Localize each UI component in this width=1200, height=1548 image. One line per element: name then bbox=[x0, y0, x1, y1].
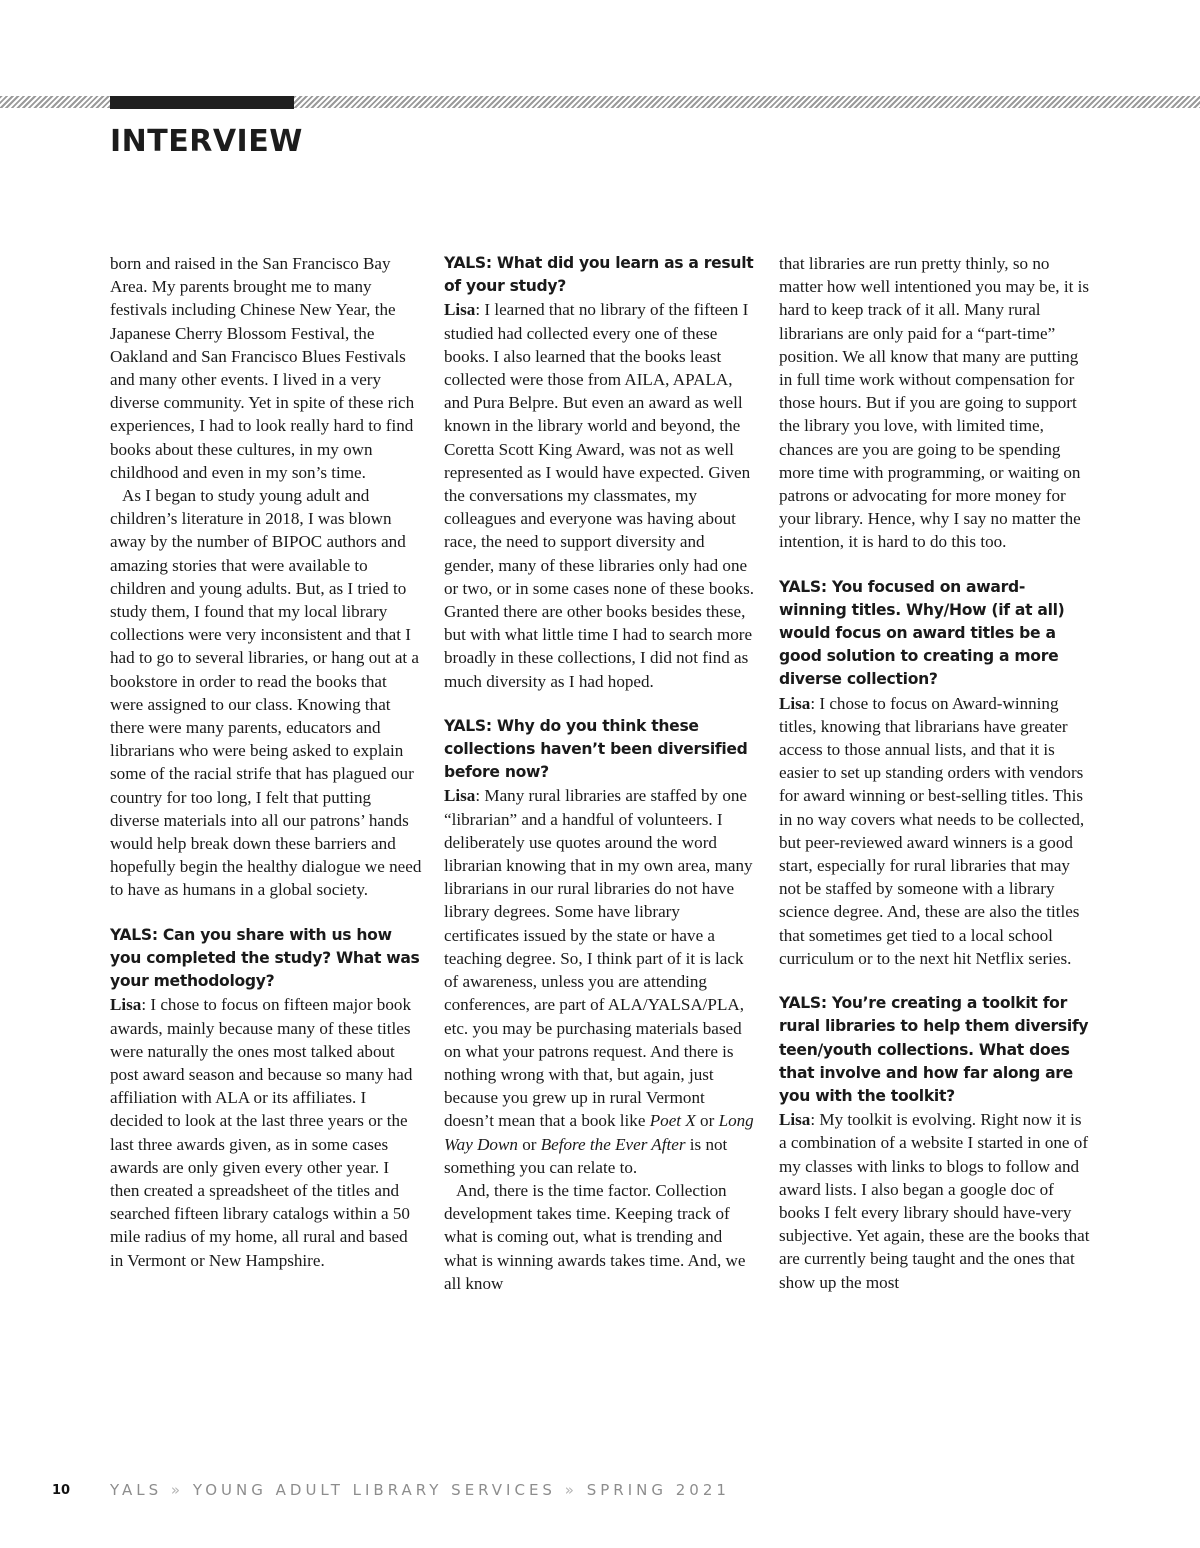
header-accent-bar bbox=[110, 96, 294, 109]
answer-text: : I chose to focus on fifteen major book awards, mainly because many of these titles were naturally the ones most talked about post award season and because so many had affiliation with ALA or its affiliates. I decided to look at the last three years or the last three awards given, as in some cases awards are only given every other year. I then created a spreadsheet of the titles and searched fifteen library catalogs within a 50 mile radius of my home, all rural and based in Vermont or New Hampshire. bbox=[110, 995, 413, 1270]
running-footer bbox=[110, 1481, 730, 1499]
section-title: INTERVIEW bbox=[110, 124, 303, 159]
footer-issue: SPRING 2021 bbox=[586, 1481, 730, 1499]
page-number: 10 bbox=[52, 1483, 71, 1498]
column-1 bbox=[110, 252, 422, 1272]
interview-question: YALS: Why do you think these collections haven’t been diversified before now? bbox=[444, 716, 748, 782]
interview-answer bbox=[779, 1108, 1091, 1294]
interview-answer bbox=[444, 298, 756, 692]
answer-text: : My toolkit is evolving. Right now it is a combination of a website I started in one of my classes with links to blogs to follow and award lists. I also began a google doc of books I felt every library should have-very subjective. Yet again, these are the books that are currently being taught and the ones that show up the most bbox=[779, 1110, 1090, 1292]
body-paragraph: As I began to study young adult and children’s literature in 2018, I was blown away by the number of BIPOC authors and amazing stories that were available to children and young adults. But, as I tried to study them, I found that my local library collections were very inconsistent and that I had to go to several libraries, or hang out at a bookstore in order to read the books that were assigned to our class. Knowing that there were many parents, educators and librarians who were being asked to explain some of the racial strife that has plagued our country for too long, I felt that putting diverse materials into all our patrons’ hands would help break down these barriers and hopefully begin the healthy dialogue we need to have as humans in a global society. bbox=[110, 486, 422, 900]
interview-question: YALS: You focused on award-winning titles. Why/How (if at all) would focus on award titles be a good solution to creating a more diverse collection? bbox=[779, 577, 1065, 689]
interview-question: YALS: What did you learn as a result of your study? bbox=[444, 254, 754, 296]
footer-journal: YOUNG ADULT LIBRARY SERVICES bbox=[192, 1481, 556, 1499]
footer-publication: YALS bbox=[110, 1481, 163, 1499]
interview-question: YALS: Can you share with us how you completed the study? What was your methodology? bbox=[110, 925, 420, 991]
column-2 bbox=[444, 252, 756, 1295]
speaker-name: Lisa bbox=[444, 786, 476, 806]
book-title: Before the Ever After bbox=[540, 1134, 686, 1154]
book-title: Poet X bbox=[649, 1111, 696, 1131]
speaker-name: Lisa bbox=[779, 1110, 811, 1130]
footer-separator: » bbox=[564, 1481, 578, 1499]
column-3 bbox=[779, 252, 1091, 1294]
speaker-name: Lisa bbox=[779, 693, 811, 713]
answer-text: is not something you can relate to. bbox=[444, 1134, 728, 1177]
interview-question: YALS: You’re creating a toolkit for rural libraries to help them diversify teen/youth collections. What does that involve and how far along are you with the toolkit? bbox=[779, 994, 1089, 1105]
body-paragraph: born and raised in the San Francisco Bay Area. My parents brought me to many festivals including Chinese New Year, the Japanese Cherry Blossom Festival, the Oakland and San Francisco Blues Festivals and many other events. I lived in a very diverse community. Yet in spite of these rich experiences, I had to look really hard to find books about these cultures, in my own childhood and even in my son’s time. bbox=[110, 254, 415, 482]
footer-separator: » bbox=[170, 1481, 185, 1499]
answer-text: : I learned that no library of the fifteen I studied had collected every one of these books. I also learned that the books least collected were those from AILA, APALA, and Pura Belpre. But even an award as well known in the library world and beyond, the Coretta Scott King Award, was not as well represented as I would have expected. Given the conversations my classmates, my colleagues and everyone was having about race, the need to support diversity and gender, many of these libraries only had one or two, or in some cases none of these books. Granted there are other books besides these, but with what little time I had to search more broadly in these collections, I did not find as much diversity as I had hoped. bbox=[444, 300, 754, 691]
answer-text: : I chose to focus on Award-winning titles, knowing that librarians have greater access to those annual lists, and that it is easier to set up standing orders with vendors for award winning or best-selling titles. This in no way covers what needs to be collected, but peer-reviewed award winners is a good start, especially for rural libraries that may not be staffed by someone with a library science degree. And, these are also the titles that sometimes get tied to a local school curriculum or to the next hit Netflix series. bbox=[779, 693, 1085, 968]
body-paragraph: And, there is the time factor. Collection development takes time. Keeping track of what is coming out, what is trending and what is winning awards takes time. And, we all know bbox=[444, 1180, 746, 1293]
interview-answer bbox=[110, 993, 422, 1271]
book-title: Long Way Down bbox=[444, 1111, 754, 1154]
speaker-name: Lisa bbox=[110, 995, 142, 1015]
body-paragraph: that libraries are run pretty thinly, so no matter how well intentioned you may be, it is hard to keep track of it all. Many rural librarians are only paid for a “part-time” position. We all know that many are putting in full time work without compensation for those hours. But if you are going to support the library you love, with limited time, chances are you are going to be spending more time with programming, or waiting on patrons or advocating for more money for your library. Hence, why I say no matter the intention, it is hard to do this too. bbox=[779, 254, 1089, 552]
interview-answer bbox=[444, 784, 756, 1178]
speaker-name: Lisa bbox=[444, 300, 476, 320]
answer-text: or bbox=[695, 1111, 719, 1131]
answer-text: or bbox=[517, 1134, 541, 1154]
answer-text: : Many rural libraries are staffed by one “librarian” and a handful of volunteers. I deliberately use quotes around the word librarian knowing that in my own area, many librarians in our rural libraries do not have library degrees. Some have library certificates issued by the state or have a teaching degree. So, I think part of it is lack of awareness, unless you are attending conferences, are part of ALA/YALSA/PLA, etc. you may be purchasing materials based on what your patrons request. And there is nothing wrong with that, but again, just because you grew up in rural Vermont doesn’t mean that a book like bbox=[444, 786, 753, 1131]
interview-answer bbox=[779, 692, 1091, 970]
